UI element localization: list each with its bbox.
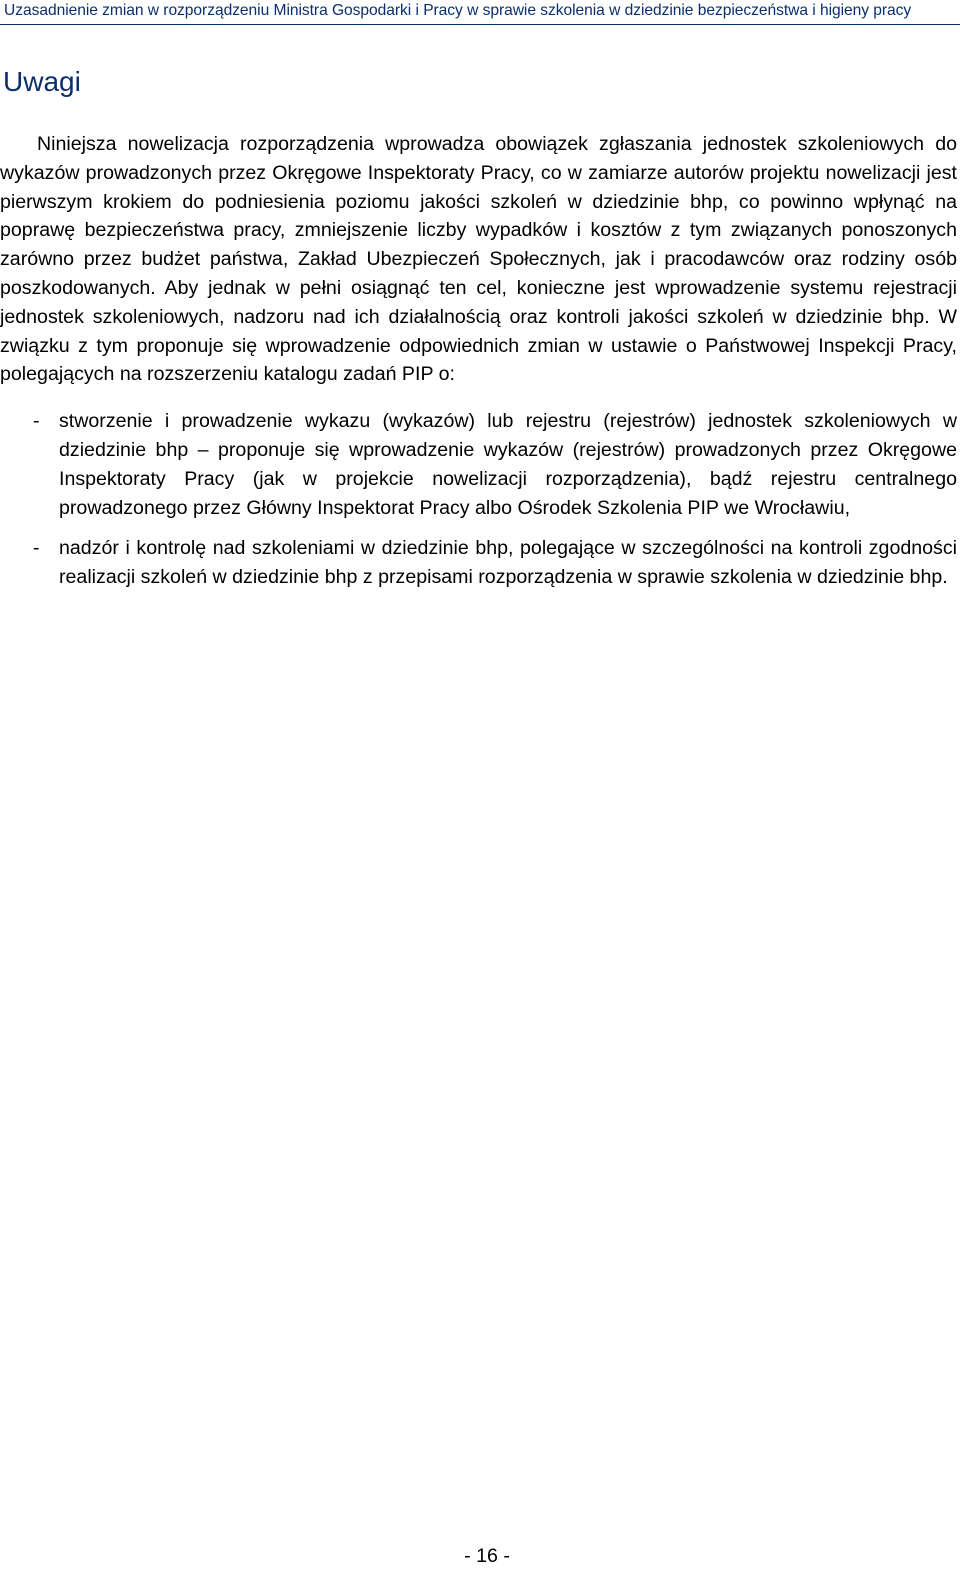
bullet-marker: - (33, 410, 40, 433)
list-item-text: nadzór i kontrolę nad szkoleniami w dziedzinie bhp, polegające w szczególności na kontroli zgodności realizacji szkoleń w dziedzinie bhp z przepisami rozporządzenia w sprawie szkolenia w dziedzinie bhp. (59, 537, 957, 589)
bullet-marker: - (33, 537, 40, 560)
running-header: Uzasadnienie zmian w rozporządzeniu Ministra Gospodarki i Pracy w sprawie szkolenia w dziedzinie bezpieczeństwa i higieny pracy (4, 2, 912, 19)
list-item (0, 534, 957, 592)
body-paragraph (0, 130, 957, 389)
bullet-list (0, 407, 957, 592)
document-body (0, 130, 957, 604)
header-divider (0, 24, 960, 25)
section-heading: Uwagi (3, 66, 81, 97)
body-paragraph-text: Niniejsza nowelizacja rozporządzenia wprowadza obowiązek zgłaszania jednostek szkoleniowych do wykazów prowadzonych przez Okręgowe Inspektoraty Pracy, co w zamiarze autorów projektu nowelizacji jest pierwszym krokiem do podniesienia poziomu jakości szkoleń w dziedzinie bhp, co powinno wpłynąć na poprawę bezpieczeństwa pracy, zmniejszenie liczby wypadków i kosztów z tym związanych ponoszonych zarówno przez budżet państwa, Zakład Ubezpieczeń Społecznych, jak i pracodawców oraz rodziny osób poszkodowanych. Aby jednak w pełni osiągnąć ten cel, konieczne jest wprowadzenie systemu rejestracji jednostek szkoleniowych, nadzoru nad ich działalnością oraz kontroli jakości szkoleń w dziedzinie bhp. W związku z tym proponuje się wprowadzenie odpowiednich zmian w ustawie o Państwowej Inspekcji Pracy, polegających na rozszerzeniu katalogu zadań PIP o: (0, 133, 957, 386)
page-number: - 16 - (464, 1545, 510, 1567)
list-item-text: stworzenie i prowadzenie wykazu (wykazów) lub rejestru (rejestrów) jednostek szkoleniowych w dziedzinie bhp – proponuje się wprowadzenie wykazów (rejestrów) prowadzonych przez Okręgowe Inspektoraty Pracy (jak w projekcie nowelizacji rozporządzenia), bądź rejestru centralnego prowadzonego przez Główny Inspektorat Pracy albo Ośrodek Szkolenia PIP we Wrocławiu, (59, 410, 957, 519)
list-item (0, 407, 957, 522)
